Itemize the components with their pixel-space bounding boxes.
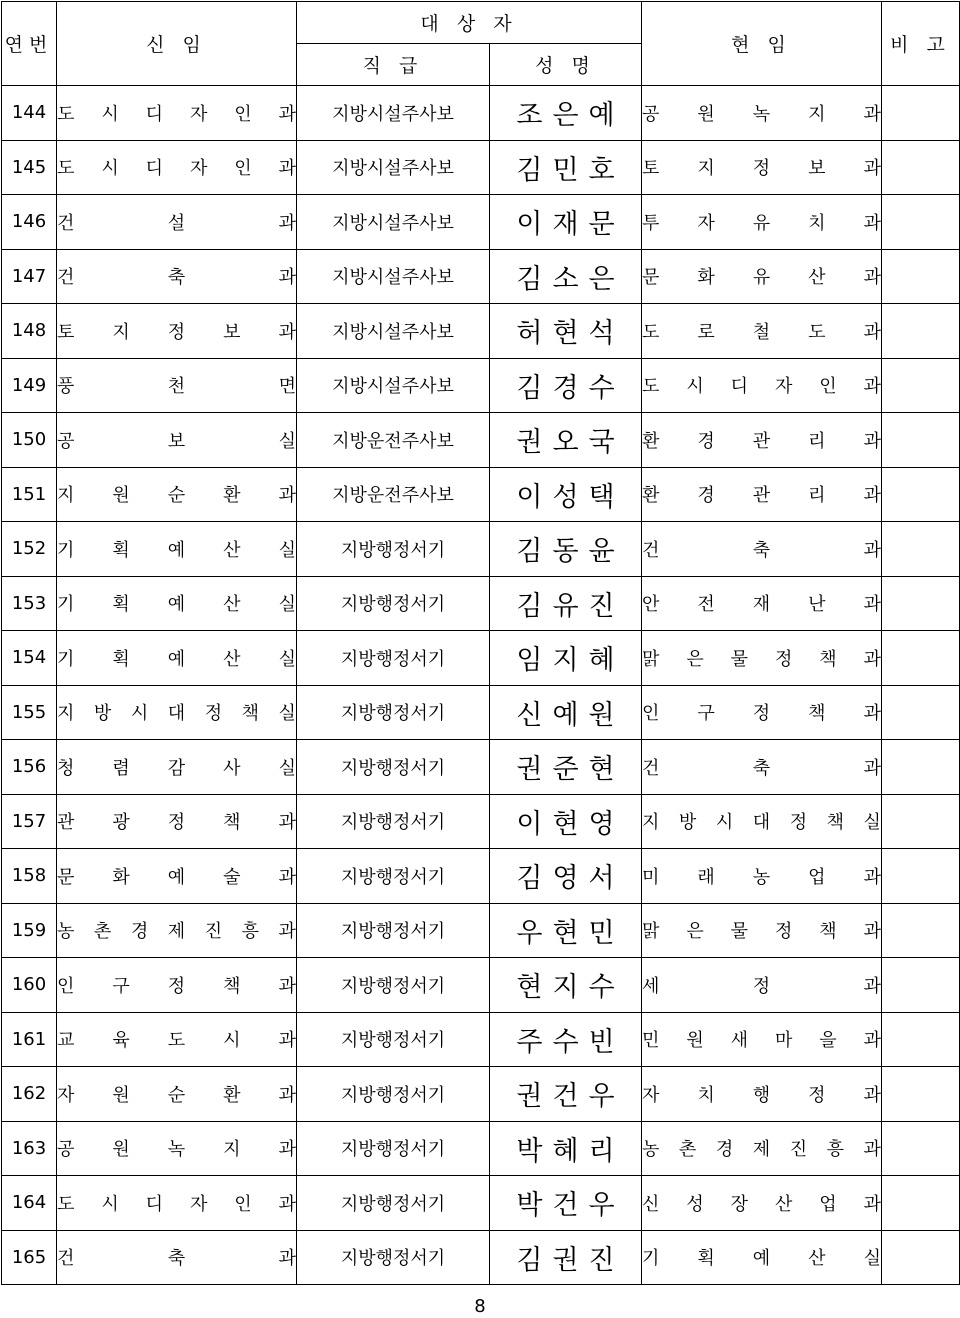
- remarks-cell: [882, 1176, 960, 1231]
- name-cell: 김동윤: [490, 522, 642, 577]
- current-post-cell: [642, 1067, 882, 1122]
- name-cell: 주수빈: [490, 1012, 642, 1067]
- header-name: 성 명: [490, 44, 642, 86]
- remarks-cell: [882, 903, 960, 958]
- grade-cell: 지방행정서기: [297, 794, 490, 849]
- remarks-cell: [882, 358, 960, 413]
- new-post-cell: [57, 413, 297, 468]
- name-cell: 허현석: [490, 304, 642, 359]
- spread-text: 지 방 시 대 정 책 실: [57, 703, 296, 725]
- new-post-cell: [57, 849, 297, 904]
- spread-text: 교 육 도 시 과: [57, 1030, 296, 1052]
- header-current-post: 현 임: [642, 2, 882, 86]
- grade-cell: 지방시설주사보: [297, 195, 490, 250]
- name-cell: 신예원: [490, 685, 642, 740]
- seq-cell: 161: [2, 1012, 57, 1067]
- seq-cell: 150: [2, 413, 57, 468]
- spread-text: 토 지 정 보 과: [57, 321, 296, 343]
- grade-cell: 지방행정서기: [297, 1012, 490, 1067]
- spread-text: 도 시 디 자 인 과: [57, 158, 296, 180]
- new-post-cell: [57, 195, 297, 250]
- current-post-cell: [642, 685, 882, 740]
- name-cell: 권건우: [490, 1067, 642, 1122]
- seq-cell: 162: [2, 1067, 57, 1122]
- spread-text: 도 로 철 도 과: [642, 321, 881, 343]
- seq-cell: 155: [2, 685, 57, 740]
- table-row: [2, 631, 960, 686]
- name-cell: 박혜리: [490, 1121, 642, 1176]
- table-row: [2, 849, 960, 904]
- name-cell: 이현영: [490, 794, 642, 849]
- table-row: [2, 903, 960, 958]
- name-cell: 박건우: [490, 1176, 642, 1231]
- name-cell: 김유진: [490, 576, 642, 631]
- grade-cell: 지방운전주사보: [297, 413, 490, 468]
- grade-cell: 지방행정서기: [297, 740, 490, 795]
- new-post-cell: [57, 1067, 297, 1122]
- seq-cell: 164: [2, 1176, 57, 1231]
- new-post-cell: [57, 522, 297, 577]
- spread-text: 농 촌 경 제 진 흥 과: [57, 921, 296, 943]
- current-post-cell: [642, 794, 882, 849]
- name-cell: 김영서: [490, 849, 642, 904]
- remarks-cell: [882, 1067, 960, 1122]
- spread-text: 인 구 정 책 과: [57, 975, 296, 997]
- current-post-cell: [642, 849, 882, 904]
- spread-text: 자 원 순 환 과: [57, 1084, 296, 1106]
- spread-text: 기 획 예 산 실: [642, 1248, 881, 1270]
- spread-text: 건 축 과: [57, 1248, 296, 1270]
- current-post-cell: [642, 1012, 882, 1067]
- current-post-cell: [642, 1176, 882, 1231]
- remarks-cell: [882, 1230, 960, 1285]
- name-cell: 권오국: [490, 413, 642, 468]
- new-post-cell: [57, 467, 297, 522]
- current-post-cell: [642, 1121, 882, 1176]
- new-post-cell: [57, 1230, 297, 1285]
- table-body: [2, 86, 960, 1285]
- name-cell: 김민호: [490, 140, 642, 195]
- spread-text: 자 치 행 정 과: [642, 1084, 881, 1106]
- spread-text: 기 획 예 산 실: [57, 594, 296, 616]
- spread-text: 도 시 디 자 인 과: [642, 376, 881, 398]
- spread-text: 인 구 정 책 과: [642, 703, 881, 725]
- seq-cell: 159: [2, 903, 57, 958]
- table-row: [2, 467, 960, 522]
- table-row: [2, 576, 960, 631]
- current-post-cell: [642, 576, 882, 631]
- name-cell: 권준현: [490, 740, 642, 795]
- table-row: [2, 304, 960, 359]
- remarks-cell: [882, 1012, 960, 1067]
- seq-cell: 147: [2, 249, 57, 304]
- spread-text: 도 시 디 자 인 과: [57, 103, 296, 125]
- spread-text: 지 원 순 환 과: [57, 485, 296, 507]
- name-cell: 현지수: [490, 958, 642, 1013]
- grade-cell: 지방행정서기: [297, 903, 490, 958]
- seq-cell: 153: [2, 576, 57, 631]
- current-post-cell: [642, 740, 882, 795]
- table-row: [2, 740, 960, 795]
- new-post-cell: [57, 140, 297, 195]
- spread-text: 건 축 과: [642, 757, 881, 779]
- table-row: [2, 195, 960, 250]
- header-seq: 연번: [2, 2, 57, 86]
- spread-text: 세 정 과: [642, 975, 881, 997]
- new-post-cell: [57, 1176, 297, 1231]
- current-post-cell: [642, 86, 882, 141]
- current-post-cell: [642, 631, 882, 686]
- new-post-cell: [57, 958, 297, 1013]
- spread-text: 공 보 실: [57, 430, 296, 452]
- spread-text: 토 지 정 보 과: [642, 158, 881, 180]
- name-cell: 우현민: [490, 903, 642, 958]
- current-post-cell: [642, 1230, 882, 1285]
- header-new-post: 신 임: [57, 2, 297, 86]
- spread-text: 건 설 과: [57, 212, 296, 234]
- current-post-cell: [642, 903, 882, 958]
- grade-cell: 지방행정서기: [297, 576, 490, 631]
- table-row: [2, 1121, 960, 1176]
- grade-cell: 지방행정서기: [297, 522, 490, 577]
- remarks-cell: [882, 740, 960, 795]
- grade-cell: 지방행정서기: [297, 1121, 490, 1176]
- remarks-cell: [882, 195, 960, 250]
- table-row: [2, 1230, 960, 1285]
- grade-cell: 지방시설주사보: [297, 358, 490, 413]
- remarks-cell: [882, 522, 960, 577]
- remarks-cell: [882, 958, 960, 1013]
- table-row: [2, 358, 960, 413]
- name-cell: 임지혜: [490, 631, 642, 686]
- remarks-cell: [882, 576, 960, 631]
- spread-text: 건 축 과: [642, 539, 881, 561]
- spread-text: 도 시 디 자 인 과: [57, 1193, 296, 1215]
- remarks-cell: [882, 249, 960, 304]
- seq-cell: 158: [2, 849, 57, 904]
- current-post-cell: [642, 958, 882, 1013]
- page-number: 8: [474, 1296, 486, 1317]
- spread-text: 기 획 예 산 실: [57, 539, 296, 561]
- name-cell: 이성택: [490, 467, 642, 522]
- spread-text: 청 렴 감 사 실: [57, 757, 296, 779]
- spread-text: 기 획 예 산 실: [57, 648, 296, 670]
- grade-cell: 지방행정서기: [297, 1067, 490, 1122]
- spread-text: 환 경 관 리 과: [642, 430, 881, 452]
- grade-cell: 지방운전주사보: [297, 467, 490, 522]
- grade-cell: 지방시설주사보: [297, 249, 490, 304]
- seq-cell: 156: [2, 740, 57, 795]
- spread-text: 신 성 장 산 업 과: [642, 1193, 881, 1215]
- seq-cell: 154: [2, 631, 57, 686]
- table-row: [2, 1176, 960, 1231]
- name-cell: 김경수: [490, 358, 642, 413]
- remarks-cell: [882, 685, 960, 740]
- current-post-cell: [642, 249, 882, 304]
- spread-text: 맑 은 물 정 책 과: [642, 648, 881, 670]
- spread-text: 미 래 농 업 과: [642, 866, 881, 888]
- spread-text: 투 자 유 치 과: [642, 212, 881, 234]
- name-cell: 이재문: [490, 195, 642, 250]
- seq-cell: 145: [2, 140, 57, 195]
- current-post-cell: [642, 140, 882, 195]
- seq-cell: 148: [2, 304, 57, 359]
- seq-cell: 163: [2, 1121, 57, 1176]
- spread-text: 안 전 재 난 과: [642, 594, 881, 616]
- table-row: [2, 413, 960, 468]
- table-row: [2, 685, 960, 740]
- remarks-cell: [882, 140, 960, 195]
- current-post-cell: [642, 358, 882, 413]
- spread-text: 건 축 과: [57, 267, 296, 289]
- remarks-cell: [882, 631, 960, 686]
- remarks-cell: [882, 86, 960, 141]
- grade-cell: 지방행정서기: [297, 958, 490, 1013]
- table-row: [2, 140, 960, 195]
- header-target: 대 상 자: [297, 2, 642, 44]
- grade-cell: 지방시설주사보: [297, 86, 490, 141]
- seq-cell: 152: [2, 522, 57, 577]
- spread-text: 풍 천 면: [57, 376, 296, 398]
- remarks-cell: [882, 794, 960, 849]
- remarks-cell: [882, 849, 960, 904]
- current-post-cell: [642, 522, 882, 577]
- seq-cell: 146: [2, 195, 57, 250]
- table-row: [2, 86, 960, 141]
- spread-text: 문 화 유 산 과: [642, 267, 881, 289]
- spread-text: 농 촌 경 제 진 흥 과: [642, 1139, 881, 1161]
- spread-text: 환 경 관 리 과: [642, 485, 881, 507]
- new-post-cell: [57, 576, 297, 631]
- grade-cell: 지방행정서기: [297, 1230, 490, 1285]
- grade-cell: 지방행정서기: [297, 849, 490, 904]
- header-grade: 직 급: [297, 44, 490, 86]
- remarks-cell: [882, 304, 960, 359]
- grade-cell: 지방행정서기: [297, 685, 490, 740]
- remarks-cell: [882, 1121, 960, 1176]
- spread-text: 민 원 새 마 을 과: [642, 1030, 881, 1052]
- table-row: [2, 794, 960, 849]
- grade-cell: 지방시설주사보: [297, 304, 490, 359]
- new-post-cell: [57, 794, 297, 849]
- new-post-cell: [57, 249, 297, 304]
- new-post-cell: [57, 86, 297, 141]
- seq-cell: 151: [2, 467, 57, 522]
- header-remarks: 비 고: [882, 2, 960, 86]
- table-row: [2, 1067, 960, 1122]
- new-post-cell: [57, 1121, 297, 1176]
- grade-cell: 지방행정서기: [297, 631, 490, 686]
- table-row: [2, 1012, 960, 1067]
- name-cell: 김소은: [490, 249, 642, 304]
- current-post-cell: [642, 467, 882, 522]
- seq-cell: 144: [2, 86, 57, 141]
- spread-text: 맑 은 물 정 책 과: [642, 921, 881, 943]
- new-post-cell: [57, 685, 297, 740]
- current-post-cell: [642, 413, 882, 468]
- seq-cell: 160: [2, 958, 57, 1013]
- name-cell: 조은예: [490, 86, 642, 141]
- spread-text: 관 광 정 책 과: [57, 812, 296, 834]
- new-post-cell: [57, 358, 297, 413]
- table-row: [2, 522, 960, 577]
- table-row: [2, 958, 960, 1013]
- grade-cell: 지방시설주사보: [297, 140, 490, 195]
- current-post-cell: [642, 195, 882, 250]
- current-post-cell: [642, 304, 882, 359]
- remarks-cell: [882, 467, 960, 522]
- spread-text: 공 원 녹 지 과: [57, 1139, 296, 1161]
- spread-text: 문 화 예 술 과: [57, 866, 296, 888]
- spread-text: 지 방 시 대 정 책 실: [642, 812, 881, 834]
- remarks-cell: [882, 413, 960, 468]
- seq-cell: 165: [2, 1230, 57, 1285]
- seq-cell: 149: [2, 358, 57, 413]
- new-post-cell: [57, 740, 297, 795]
- seq-cell: 157: [2, 794, 57, 849]
- new-post-cell: [57, 304, 297, 359]
- personnel-table: [1, 1, 960, 1285]
- spread-text: 공 원 녹 지 과: [642, 103, 881, 125]
- grade-cell: 지방행정서기: [297, 1176, 490, 1231]
- new-post-cell: [57, 903, 297, 958]
- name-cell: 김권진: [490, 1230, 642, 1285]
- new-post-cell: [57, 631, 297, 686]
- new-post-cell: [57, 1012, 297, 1067]
- table-row: [2, 249, 960, 304]
